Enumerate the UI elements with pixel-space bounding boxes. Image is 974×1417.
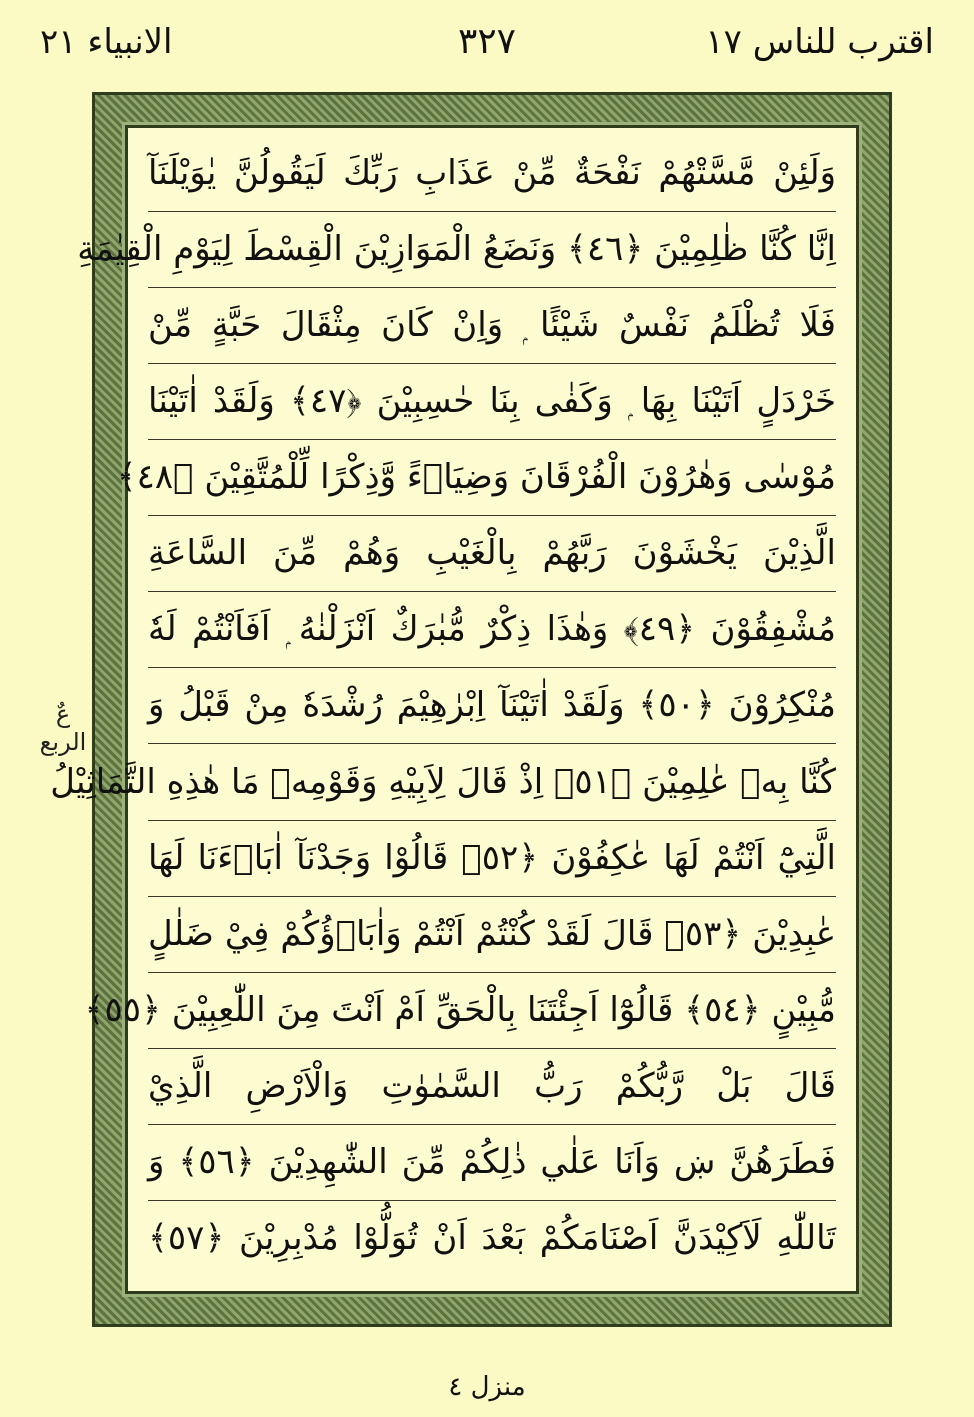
juz-label: اقترب للناس ١٧: [705, 22, 934, 62]
text-line: فَطَرَهُنَّ ښ وَاَنَا عَلٰي ذٰلِكُمْ مِّنَ الشّٰهِدِيْنَ ﴿٥٦﴾ وَ: [148, 1131, 836, 1201]
text-line: خَرْدَلٍ اَتَيْنَا بِهَا ۭ وَكَفٰى بِنَا حٰسِبِيْنَ ﴿٤٧﴾ وَلَقَدْ اٰتَيْنَا: [148, 370, 836, 440]
text-line: كُنَّا بِهٖ عٰلِمِيْنَ ﴿٥١﴾ اِذْ قَالَ لِاَبِيْهِ وَقَوْمِهٖ مَا هٰذِهِ التَّمَاثِيْلُ: [148, 751, 836, 821]
text-line: وَلَئِنْ مَّسَّتْهُمْ نَفْحَةٌ مِّنْ عَذَابِ رَبِّكَ لَيَقُولُنَّ يٰوَيْلَنَآ: [148, 142, 836, 212]
text-line: مُشْفِقُوْنَ ﴿٤٩﴾ وَهٰذَا ذِكْرٌ مُّبٰرَكٌ اَنْزَلْنٰهُ ۭ اَفَاَنْتُمْ لَهٗ: [148, 598, 836, 668]
text-line: عٰبِدِيْنَ ﴿٥٣﴾ قَالَ لَقَدْ كُنْتُمْ اَنْتُمْ وَاٰبَاۗؤُكُمْ فِيْ ضَلٰلٍ: [148, 903, 836, 973]
surah-label: الانبياء ٢١: [40, 22, 173, 62]
ruku-marker: عٌ الربع: [39, 700, 87, 756]
text-line: قَالَ بَلْ رَّبُّكُمْ رَبُّ السَّمٰوٰتِ وَالْاَرْضِ الَّذِيْ: [148, 1055, 836, 1125]
text-line: مُّبِيْنٍ ﴿٥٤﴾ قَالُوْٓا اَجِئْتَنَا بِالْحَقِّ اَمْ اَنْتَ مِنَ اللّٰعِبِيْنَ ﴿٥٥﴾: [148, 979, 836, 1049]
page-header: [40, 12, 934, 72]
text-line: الَّذِيْنَ يَخْشَوْنَ رَبَّهُمْ بِالْغَيْبِ وَهُمْ مِّنَ السَّاعَةِ: [148, 522, 836, 592]
text-line: تَاللّٰهِ لَاَكِيْدَنَّ اَصْنَامَكُمْ بَعْدَ اَنْ تُوَلُّوْا مُدْبِرِيْنَ ﴿٥٧﴾: [148, 1217, 836, 1258]
manzil-footer: منزل ٤: [448, 1372, 526, 1402]
text-line: اِنَّا كُنَّا ظٰلِمِيْنَ ﴿٤٦﴾ وَنَضَعُ الْمَوَازِيْنَ الْقِسْطَ لِيَوْمِ الْقِيٰمَةِ: [148, 218, 836, 288]
page-number: ٣٢٧: [457, 21, 517, 62]
text-line: الَّتِيْٓ اَنْتُمْ لَهَا عٰكِفُوْنَ ﴿٥٢﴾ قَالُوْا وَجَدْنَآ اٰبَاۗءَنَا لَهَا: [148, 827, 836, 897]
text-line: مُنْكِرُوْنَ ﴿٥٠﴾ وَلَقَدْ اٰتَيْنَآ اِبْرٰهِيْمَ رُشْدَهٗ مِنْ قَبْلُ وَ: [148, 674, 836, 744]
text-line: مُوْسٰى وَهٰرُوْنَ الْفُرْقَانَ وَضِيَاۗءً وَّذِكْرًا لِّلْمُتَّقِيْنَ ﴿٤٨﴾: [148, 446, 836, 516]
text-line: فَلَا تُظْلَمُ نَفْسٌ شَيْئًا ۭ وَاِنْ كَانَ مِثْقَالَ حَبَّةٍ مِّنْ: [148, 294, 836, 364]
